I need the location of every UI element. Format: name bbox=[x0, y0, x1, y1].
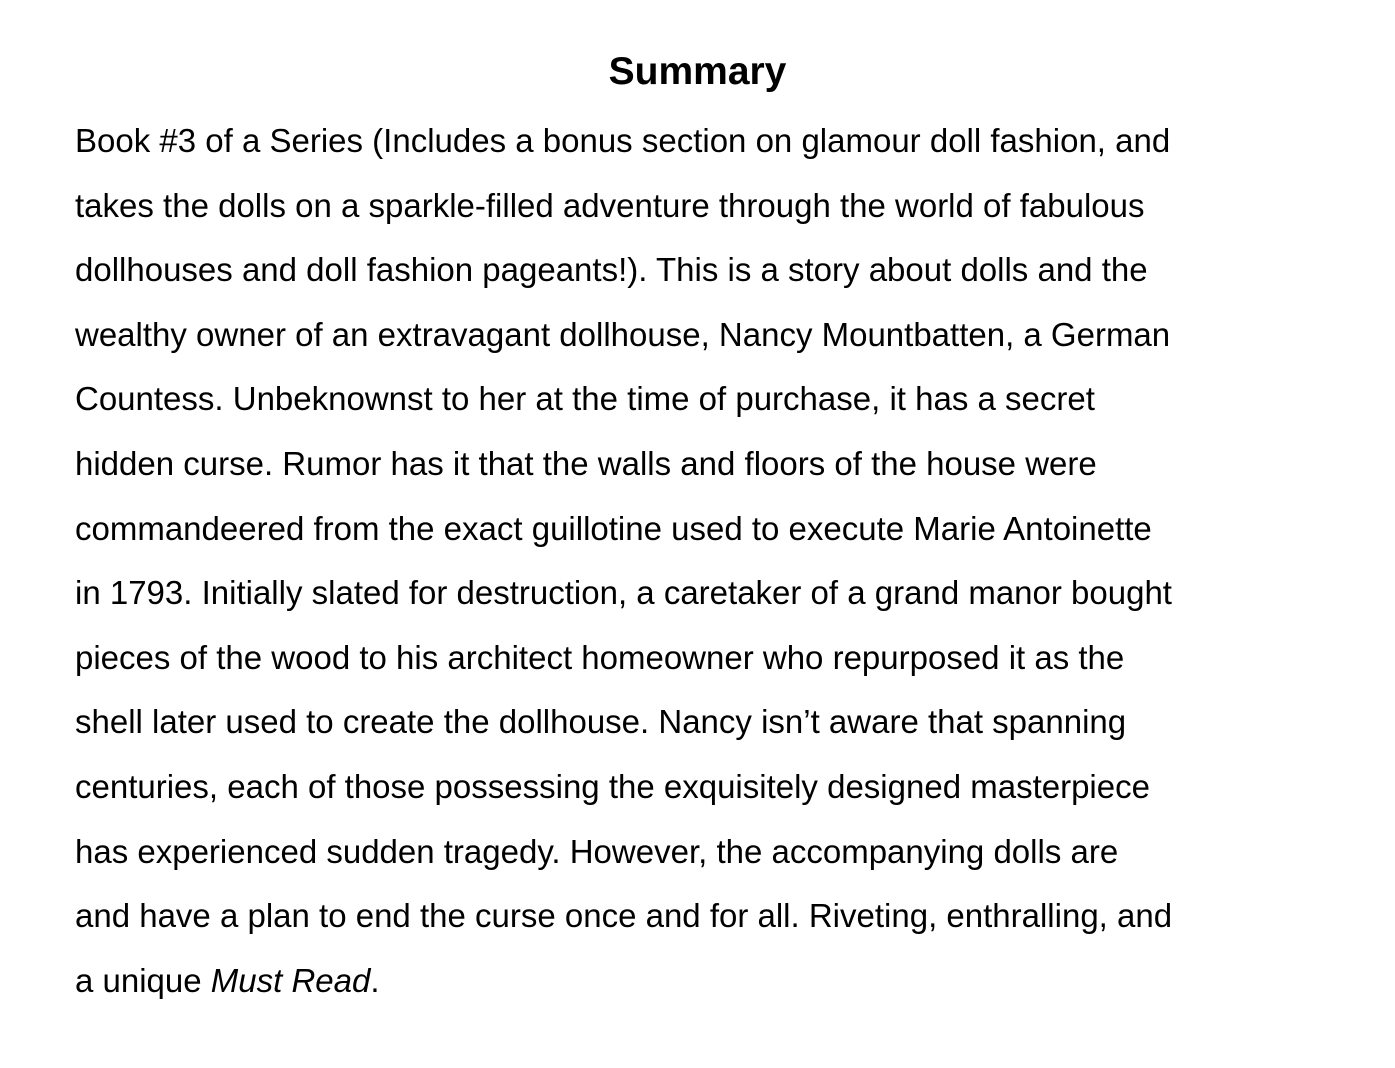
summary-line-9: pieces of the wood to his architect homeowner who repurposed it as the bbox=[75, 638, 1125, 676]
summary-line-12: has experienced sudden tragedy. However, the accompanying dolls are bbox=[75, 832, 1119, 870]
summary-line-5: Countess. Unbeknownst to her at the time of purchase, it has a secret bbox=[75, 380, 1095, 418]
page-title: Summary bbox=[608, 50, 787, 93]
summary-line-2: takes the dolls on a sparkle-filled adventure through the world of fabulous bbox=[75, 186, 1145, 224]
summary-line-7: commandeered from the exact guillotine used to execute Marie Antoinette bbox=[75, 509, 1152, 547]
summary-line-8: in 1793. Initially slated for destruction, a caretaker of a grand manor bought bbox=[75, 574, 1172, 612]
summary-line-4: wealthy owner of an extravagant dollhouse, Nancy Mountbatten, a German bbox=[75, 315, 1171, 353]
summary-paragraph bbox=[75, 109, 1325, 1013]
must-read-emphasis: Must Read bbox=[210, 961, 371, 999]
summary-line-11: centuries, each of those possessing the exquisitely designed masterpiece bbox=[75, 767, 1150, 805]
summary-line-1: Book #3 of a Series (Includes a bonus section on glamour doll fashion, and bbox=[75, 122, 1171, 159]
last-line-prefix: a unique bbox=[75, 961, 211, 999]
last-line-suffix: . bbox=[370, 961, 380, 999]
summary-line-6: hidden curse. Rumor has it that the walls and floors of the house were bbox=[75, 444, 1097, 482]
summary-line-3: dollhouses and doll fashion pageants!). This is a story about dolls and the bbox=[75, 251, 1148, 289]
summary-line-14 bbox=[75, 949, 1325, 1014]
summary-line-10: shell later used to create the dollhouse. Nancy isn’t aware that spanning bbox=[75, 703, 1127, 741]
summary-line-13: and have a plan to end the curse once and for all. Riveting, enthralling, and bbox=[75, 897, 1173, 935]
